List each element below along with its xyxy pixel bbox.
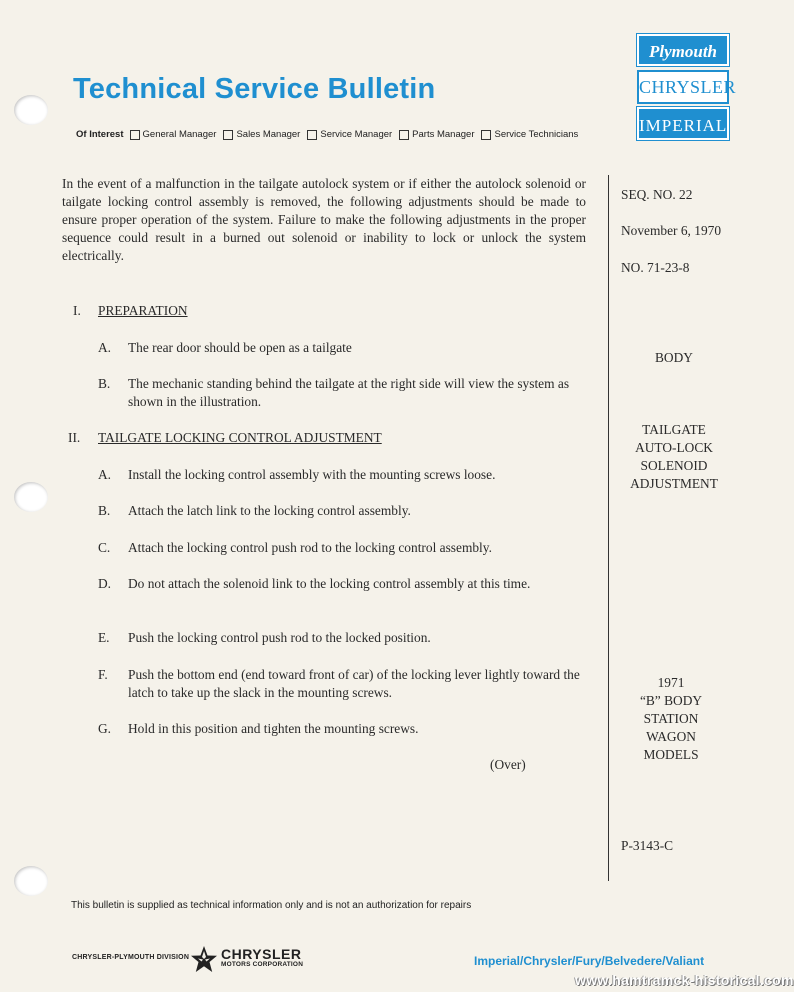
list-item: G. Hold in this position and tighten the mounting screws.: [98, 721, 419, 736]
list-item: F. Push the bottom end (end toward front of car) of the locking lever lightly toward the latch to take up the slack in the mounting screws.: [98, 667, 580, 700]
intro-paragraph: In the event of a malfunction in the tailgate autolock system or if either the autolock solenoid or tailgate locking control assembly is removed, the following adjustments should be made to ensure proper operation of the system. Failure to make the following adjustments in the proper sequence could result in a burned out solenoid or inability to lock or unlock the system electrically.: [62, 176, 586, 263]
bulletin-title: Technical Service Bulletin: [73, 73, 436, 105]
subject-line: TAILGATE: [642, 422, 706, 437]
punch-hole: [14, 482, 48, 512]
checkbox-icon: [130, 130, 140, 140]
model-line: MODELS: [643, 747, 699, 762]
list-item: D. Do not attach the solenoid link to the locking control assembly at this time.: [98, 576, 531, 591]
watermark-text: www.hamtramck-historical.com: [575, 972, 794, 988]
list-item: B. Attach the latch link to the locking control assembly.: [98, 503, 411, 518]
division-label: CHRYSLER-PLYMOUTH DIVISION: [72, 954, 190, 961]
subject-line: ADJUSTMENT: [630, 476, 718, 491]
list-item: A. The rear door should be open as a tailgate: [98, 340, 352, 355]
model-line: “B” BODY: [639, 693, 703, 708]
model-line: STATION: [643, 711, 699, 726]
brands-footer: Imperial/Chrysler/Fury/Belvedere/Valiant: [474, 954, 705, 968]
imperial-logo: IMPERIAL: [637, 107, 729, 140]
checkbox-icon: [307, 130, 317, 140]
of-interest-option: General Manager: [130, 129, 217, 140]
list-item: A. Install the locking control assembly with the mounting screws loose.: [98, 467, 496, 482]
chrysler-corporation-logo: CHRYSLER MOTORS CORPORATION: [221, 946, 304, 968]
punch-hole: [14, 866, 48, 896]
category-label: BODY: [655, 350, 693, 365]
section-heading: II. TAILGATE LOCKING CONTROL ADJUSTMENT: [68, 430, 382, 445]
of-interest-option: Parts Manager: [399, 129, 474, 140]
checkbox-icon: [399, 130, 409, 140]
of-interest-row: [76, 129, 585, 140]
plymouth-logo: Plymouth: [637, 34, 729, 66]
part-number: P-3143-C: [621, 838, 674, 853]
column-divider: [608, 175, 609, 881]
of-interest-option: Service Technicians: [481, 129, 578, 140]
seq-number: SEQ. NO. 22: [621, 187, 693, 202]
model-line: 1971: [657, 675, 685, 690]
pentastar-icon: [190, 945, 218, 973]
checkbox-icon: [223, 130, 233, 140]
list-item: C. Attach the locking control push rod to the locking control assembly.: [98, 540, 492, 555]
subject-line: SOLENOID: [640, 458, 708, 473]
punch-hole: [14, 95, 48, 125]
model-line: WAGON: [646, 729, 696, 744]
over-note: (Over): [490, 757, 526, 772]
section-heading: I. PREPARATION: [73, 303, 188, 318]
subject-line: AUTO-LOCK: [635, 440, 713, 455]
list-item: E. Push the locking control push rod to the locked position.: [98, 630, 431, 645]
list-item: B. The mechanic standing behind the tailgate at the right side will view the system as shown in the illustration.: [98, 376, 570, 409]
of-interest-label: Of Interest: [76, 129, 124, 140]
disclaimer-text: This bulletin is supplied as technical information only and is not an authorization for repairs: [71, 900, 472, 911]
bulletin-number: NO. 71-23-8: [621, 260, 690, 275]
bulletin-date: November 6, 1970: [621, 223, 722, 238]
of-interest-option: Service Manager: [307, 129, 392, 140]
of-interest-option: Sales Manager: [223, 129, 300, 140]
chrysler-logo: CHRYSLER: [637, 70, 729, 104]
checkbox-icon: [481, 130, 491, 140]
